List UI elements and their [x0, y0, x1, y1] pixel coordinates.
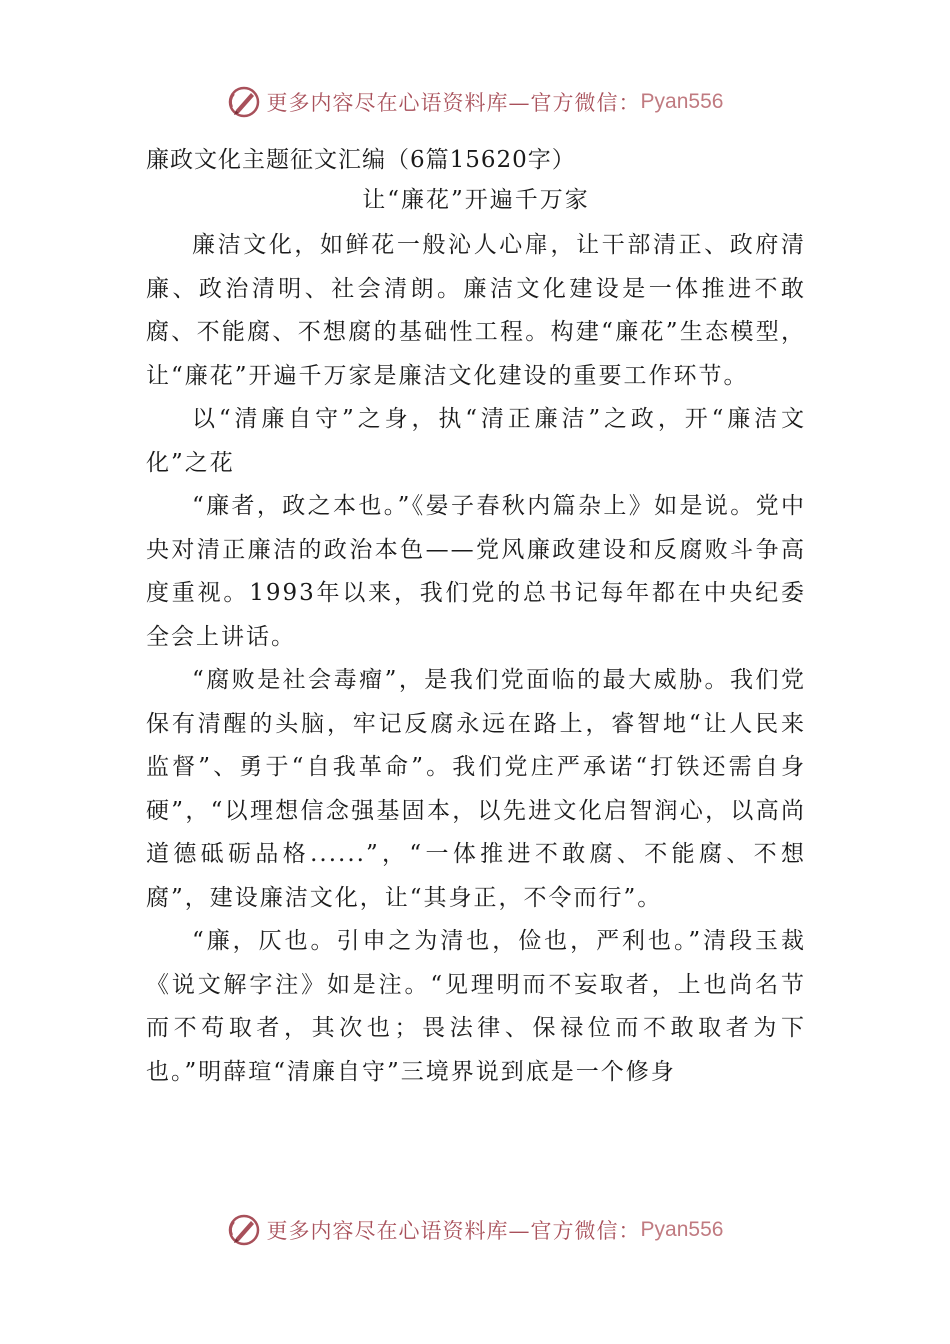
banner-slogan: 更多内容尽在心语资料库—官方微信：	[266, 1219, 641, 1243]
banner-wechat-id: Pyan556	[640, 1218, 724, 1241]
banner-slogan: 更多内容尽在心语资料库—官方微信：	[266, 91, 641, 115]
paragraph-intro: 廉洁文化，如鲜花一般沁人心扉，让干部清正、政府清廉、政治清明、社会清朗。廉洁文化建设是一体推进不敢腐、不能腐、不想腐的基础性工程。构建“廉花”生态模型，让“廉花”开遍千万家是廉洁文化建设的重要工作环节。	[146, 232, 806, 389]
pen-seal-logo-icon	[227, 1213, 261, 1247]
section-heading: 以“清廉自守”之身，执“清正廉洁”之政，开“廉洁文化”之花	[146, 406, 806, 476]
pen-seal-logo-icon	[227, 85, 261, 119]
paragraph-quote-yanzi: “廉者，政之本也。”《晏子春秋内篇杂上》如是说。党中央对清正廉洁的政治本色——党风廉政建设和反腐败斗争高度重视。1993年以来，我们党的总书记每年都在中央纪委全会上讲话。	[146, 493, 806, 650]
footer-banner	[0, 1210, 950, 1250]
paragraph-corruption: “腐败是社会毒瘤”，是我们党面临的最大威胁。我们党保有清醒的头脑，牢记反腐永远在路上，睿智地“让人民来监督”、勇于“自我革命”。我们党庄严承诺“打铁还需自身硬”，“以理想信念强基固本，以先进文化启智润心，以高尚道德砥砺品格......”，“一体推进不敢腐、不能腐、不想腐”，建设廉洁文化，让“其身正，不令而行”。	[146, 667, 806, 911]
article-title: 让“廉花”开遍千万家	[362, 187, 590, 213]
paragraph-shuowen: “廉，仄也。引申之为清也，俭也，严利也。”清段玉裁《说文解字注》如是注。“见理明而不妄取者，上也尚名节而不苟取者，其次也；畏法律、保禄位而不敢取者为下也。”明薛瑄“清廉自守”三境界说到底是一个修身	[146, 928, 806, 1085]
header-banner	[0, 82, 950, 122]
banner-wechat-id: Pyan556	[640, 90, 724, 113]
document-body	[146, 140, 806, 1094]
document-title: 廉政文化主题征文汇编（6篇15620字）	[146, 147, 576, 173]
